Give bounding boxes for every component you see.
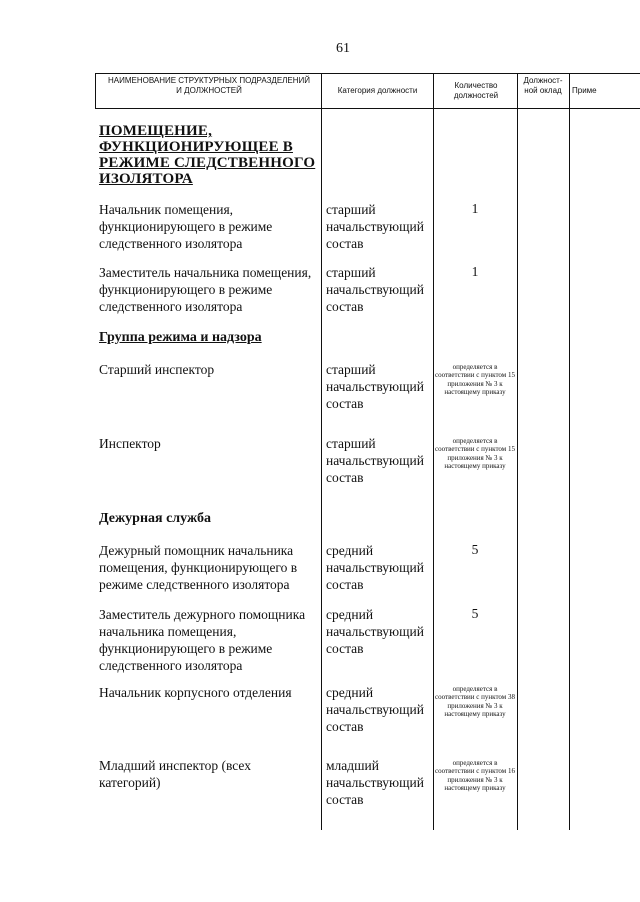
position-count: 1 [471, 264, 479, 279]
column-divider [569, 73, 570, 830]
position-category: старший начальствующий состав [326, 362, 424, 411]
position-count: определяется в соответствии с пунктом 16 приложения № 3 к настоящему приказу [435, 759, 515, 793]
position-name: Заместитель дежурного помощника начальника помещения, функционирующего в режиме следственного изолятора [99, 607, 306, 673]
section-title-regime-group: Группа режима и надзора [99, 330, 262, 345]
position-category: средний начальствующий состав [326, 607, 424, 656]
position-count: определяется в соответствии с пунктом 38 приложения № 3 к настоящему приказу [435, 685, 515, 719]
position-category: старший начальствующий состав [326, 202, 424, 251]
position-name: Заместитель начальника помещения, функционирующего в режиме следственного изолятора [99, 265, 312, 314]
position-count: 1 [471, 201, 479, 216]
table-header-rule [95, 108, 640, 109]
position-category: средний начальствующий состав [326, 543, 424, 592]
position-name: Начальник корпусного отделения [99, 685, 292, 700]
table-top-rule [95, 73, 640, 74]
header-note-column: Приме [572, 86, 597, 95]
column-divider [95, 73, 96, 108]
header-count-column: Количество должностей [453, 81, 499, 100]
position-category: старший начальствующий состав [326, 436, 424, 485]
position-name: Дежурный помощник начальника помещения, функционирующего в режиме следственного изолятора [99, 543, 298, 592]
position-count: 5 [471, 606, 479, 621]
position-count: определяется в соответствии с пунктом 15 приложения № 3 к настоящему приказу [435, 363, 515, 397]
section-title-duty-service: Дежурная служба [99, 511, 211, 526]
column-divider [321, 73, 322, 830]
position-category: младший начальствующий состав [326, 758, 424, 807]
header-category-column: Категория должности [337, 86, 418, 95]
position-name: Старший инспектор [99, 362, 215, 377]
position-category: средний начальствующий состав [326, 685, 424, 734]
header-salary-column: Должност-ной оклад [523, 76, 563, 95]
position-category: старший начальствующий состав [326, 265, 424, 314]
position-count: определяется в соответствии с пунктом 15 приложения № 3 к настоящему приказу [435, 437, 515, 471]
section-title-main: ПОМЕЩЕНИЕ, ФУНКЦИОНИРУЮЩЕЕ В РЕЖИМЕ СЛЕДСТВЕННОГО ИЗОЛЯТОРА [99, 123, 316, 187]
position-name: Начальник помещения, функционирующего в режиме следственного изолятора [99, 202, 273, 251]
page-number: 61 [336, 41, 350, 56]
position-name: Инспектор [99, 436, 161, 451]
column-divider [517, 73, 518, 830]
position-name: Младший инспектор (всех категорий) [99, 758, 251, 790]
position-count: 5 [471, 542, 479, 557]
header-name-column: НАИМЕНОВАНИЕ СТРУКТУРНЫХ ПОДРАЗДЕЛЕНИЙ И ДОЛЖНОСТЕЙ [107, 76, 311, 95]
